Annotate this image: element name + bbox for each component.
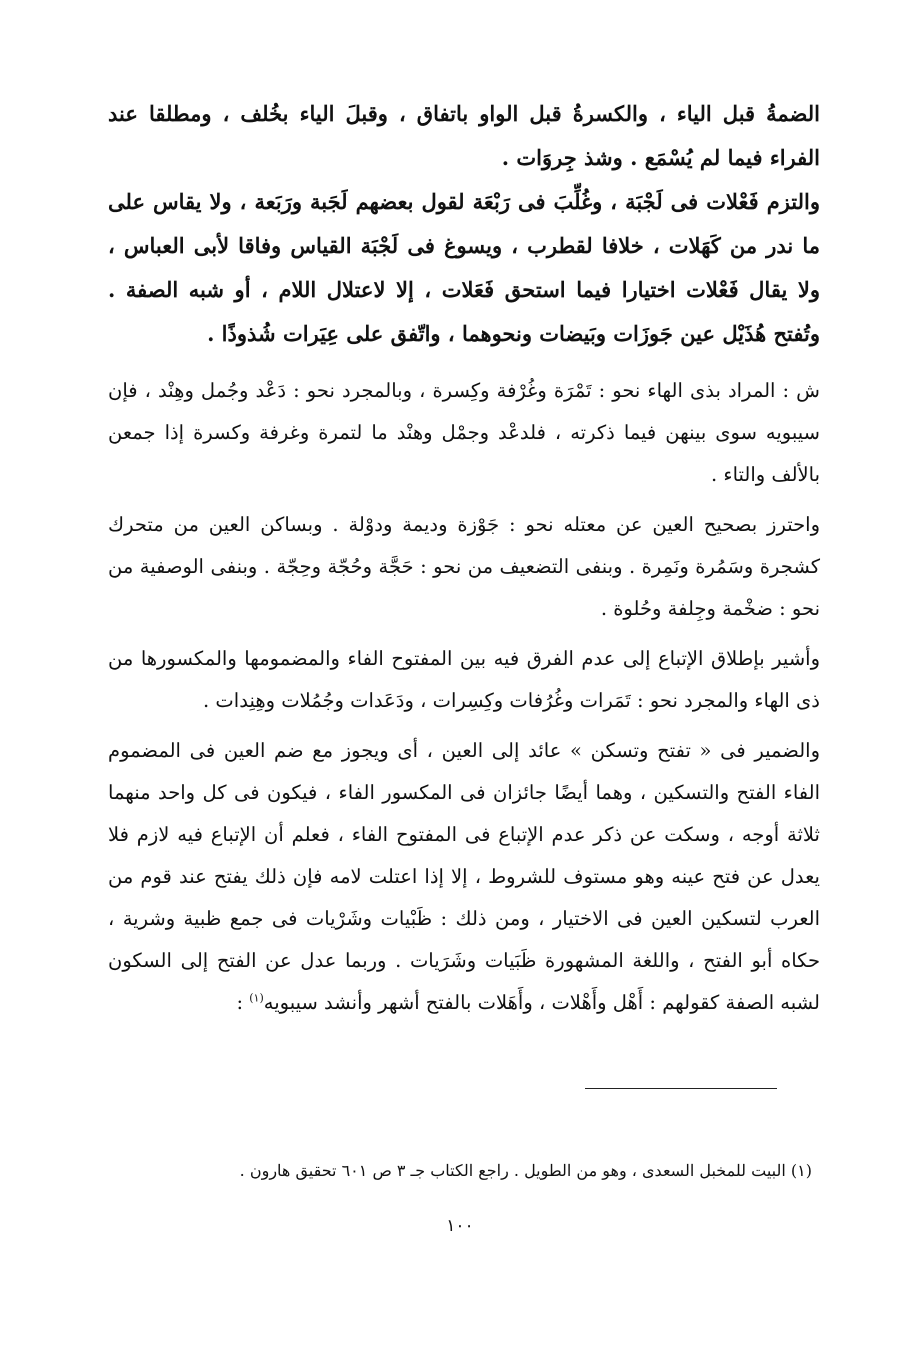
sharh-paragraph: ش : المراد بذى الهاء نحو : تَمْرَة وغُرْفة وكِسرة ، وبالمجرد نحو : دَعْد وجُمل وهِنْد ، فإن سيبويه سوى بينهن فيما ذكرته ، فلدعْد وجمْل وهنْد ما لتمرة وغرفة وكسرة إذا جمعن بالألف والتاء .	[108, 379, 820, 486]
matn-paragraph: الضمةُ قبل الياء ، والكسرةُ قبل الواو باتفاق ، وقبلَ الياء بخُلف ، ومطلقا عند الفراء فيما لم يُسْمَع . وشذ جِروَات .	[108, 101, 820, 170]
page-body	[108, 92, 820, 1032]
matn-text	[108, 92, 820, 356]
sharh-paragraph-tail: :	[236, 991, 250, 1014]
sharh-paragraph: واحترز بصحيح العين عن معتله نحو : جَوْزة وديمة ودوْلة . وبساكن العين من متحرك كشجرة وسَمُرة ونَمِرة . وبنفى التضعيف من نحو : حَجَّة وحُجّة وحِجّة . وبنفى الوصفية من نحو : ضخْمة وجِلفة وحُلوة .	[108, 513, 820, 620]
footnote: (١) البيت للمخبل السعدى ، وهو من الطويل . راجع الكتاب جـ ٣ ص ٦٠١ تحقيق هارون .	[239, 1161, 812, 1180]
matn-paragraph: والتزم فَعْلات فى لَجْبَة ، وغُلِّبَ فى رَبْعَة لقول بعضهم لَجَبة ورَبَعة ، ولا يقاس على ما ندر من كَهَلات ، خلافا لقطرب ، ويسوغ فى لَجْبَة القياس وفاقا لأبى العباس ، ولا يقال فَعْلات اختيارا فيما استحق فَعَلات ، إلا لاعتلال اللام ، أو شبه الصفة . وتُفتح هُذَيْل عين جَوزَات وبَيضات ونحوهما ، واتّفق على عِيَرات شُذوذًا .	[108, 189, 820, 346]
sharh-paragraph-text: والضمير فى « تفتح وتسكن » عائد إلى العين ، أى ويجوز مع ضم العين فى المضموم الفاء الفتح والتسكين ، وهما أيضًا جائزان فى المكسور الفاء ، فيكون فى كل واحد منهما ثلاثة أوجه ، وسكت عن ذكر عدم الإتباع فى المفتوح الفاء ، فعلم أن الإتباع فيه لازم فلا يعدل عن فتح عينه وهو مستوف للشروط ، إلا إذا اعتلت لامه فإن ذلك يفتح عند قوم من العرب لتسكين العين فى الاختيار ، ومن ذلك : ظَبْيات وشَرْيات فى جمع ظبية وشرية ، حكاه أبو الفتح ، واللغة المشهورة ظَبَيات وشَرَيات . وربما عدل عن الفتح إلى السكون لشبه الصفة كقولهم : أَهْل وأَهْلات ، وأَهَلات بالفتح أشهر وأنشد سيبويه	[108, 739, 820, 1014]
sharh-text	[108, 370, 820, 1024]
footnote-marker: (١)	[249, 991, 264, 1005]
sharh-paragraph: وأشير بإطلاق الإتباع إلى عدم الفرق فيه بين المفتوح الفاء والمضمومها والمكسورها من ذى الهاء والمجرد نحو : تَمَرات وغُرُفات وكِسِرات ، ودَعَدات وجُمُلات وهِنِدات .	[108, 647, 820, 712]
sharh-paragraph-last	[108, 730, 820, 1024]
page-number: ١٠٠	[446, 1216, 474, 1236]
footnote-divider	[585, 1088, 777, 1089]
